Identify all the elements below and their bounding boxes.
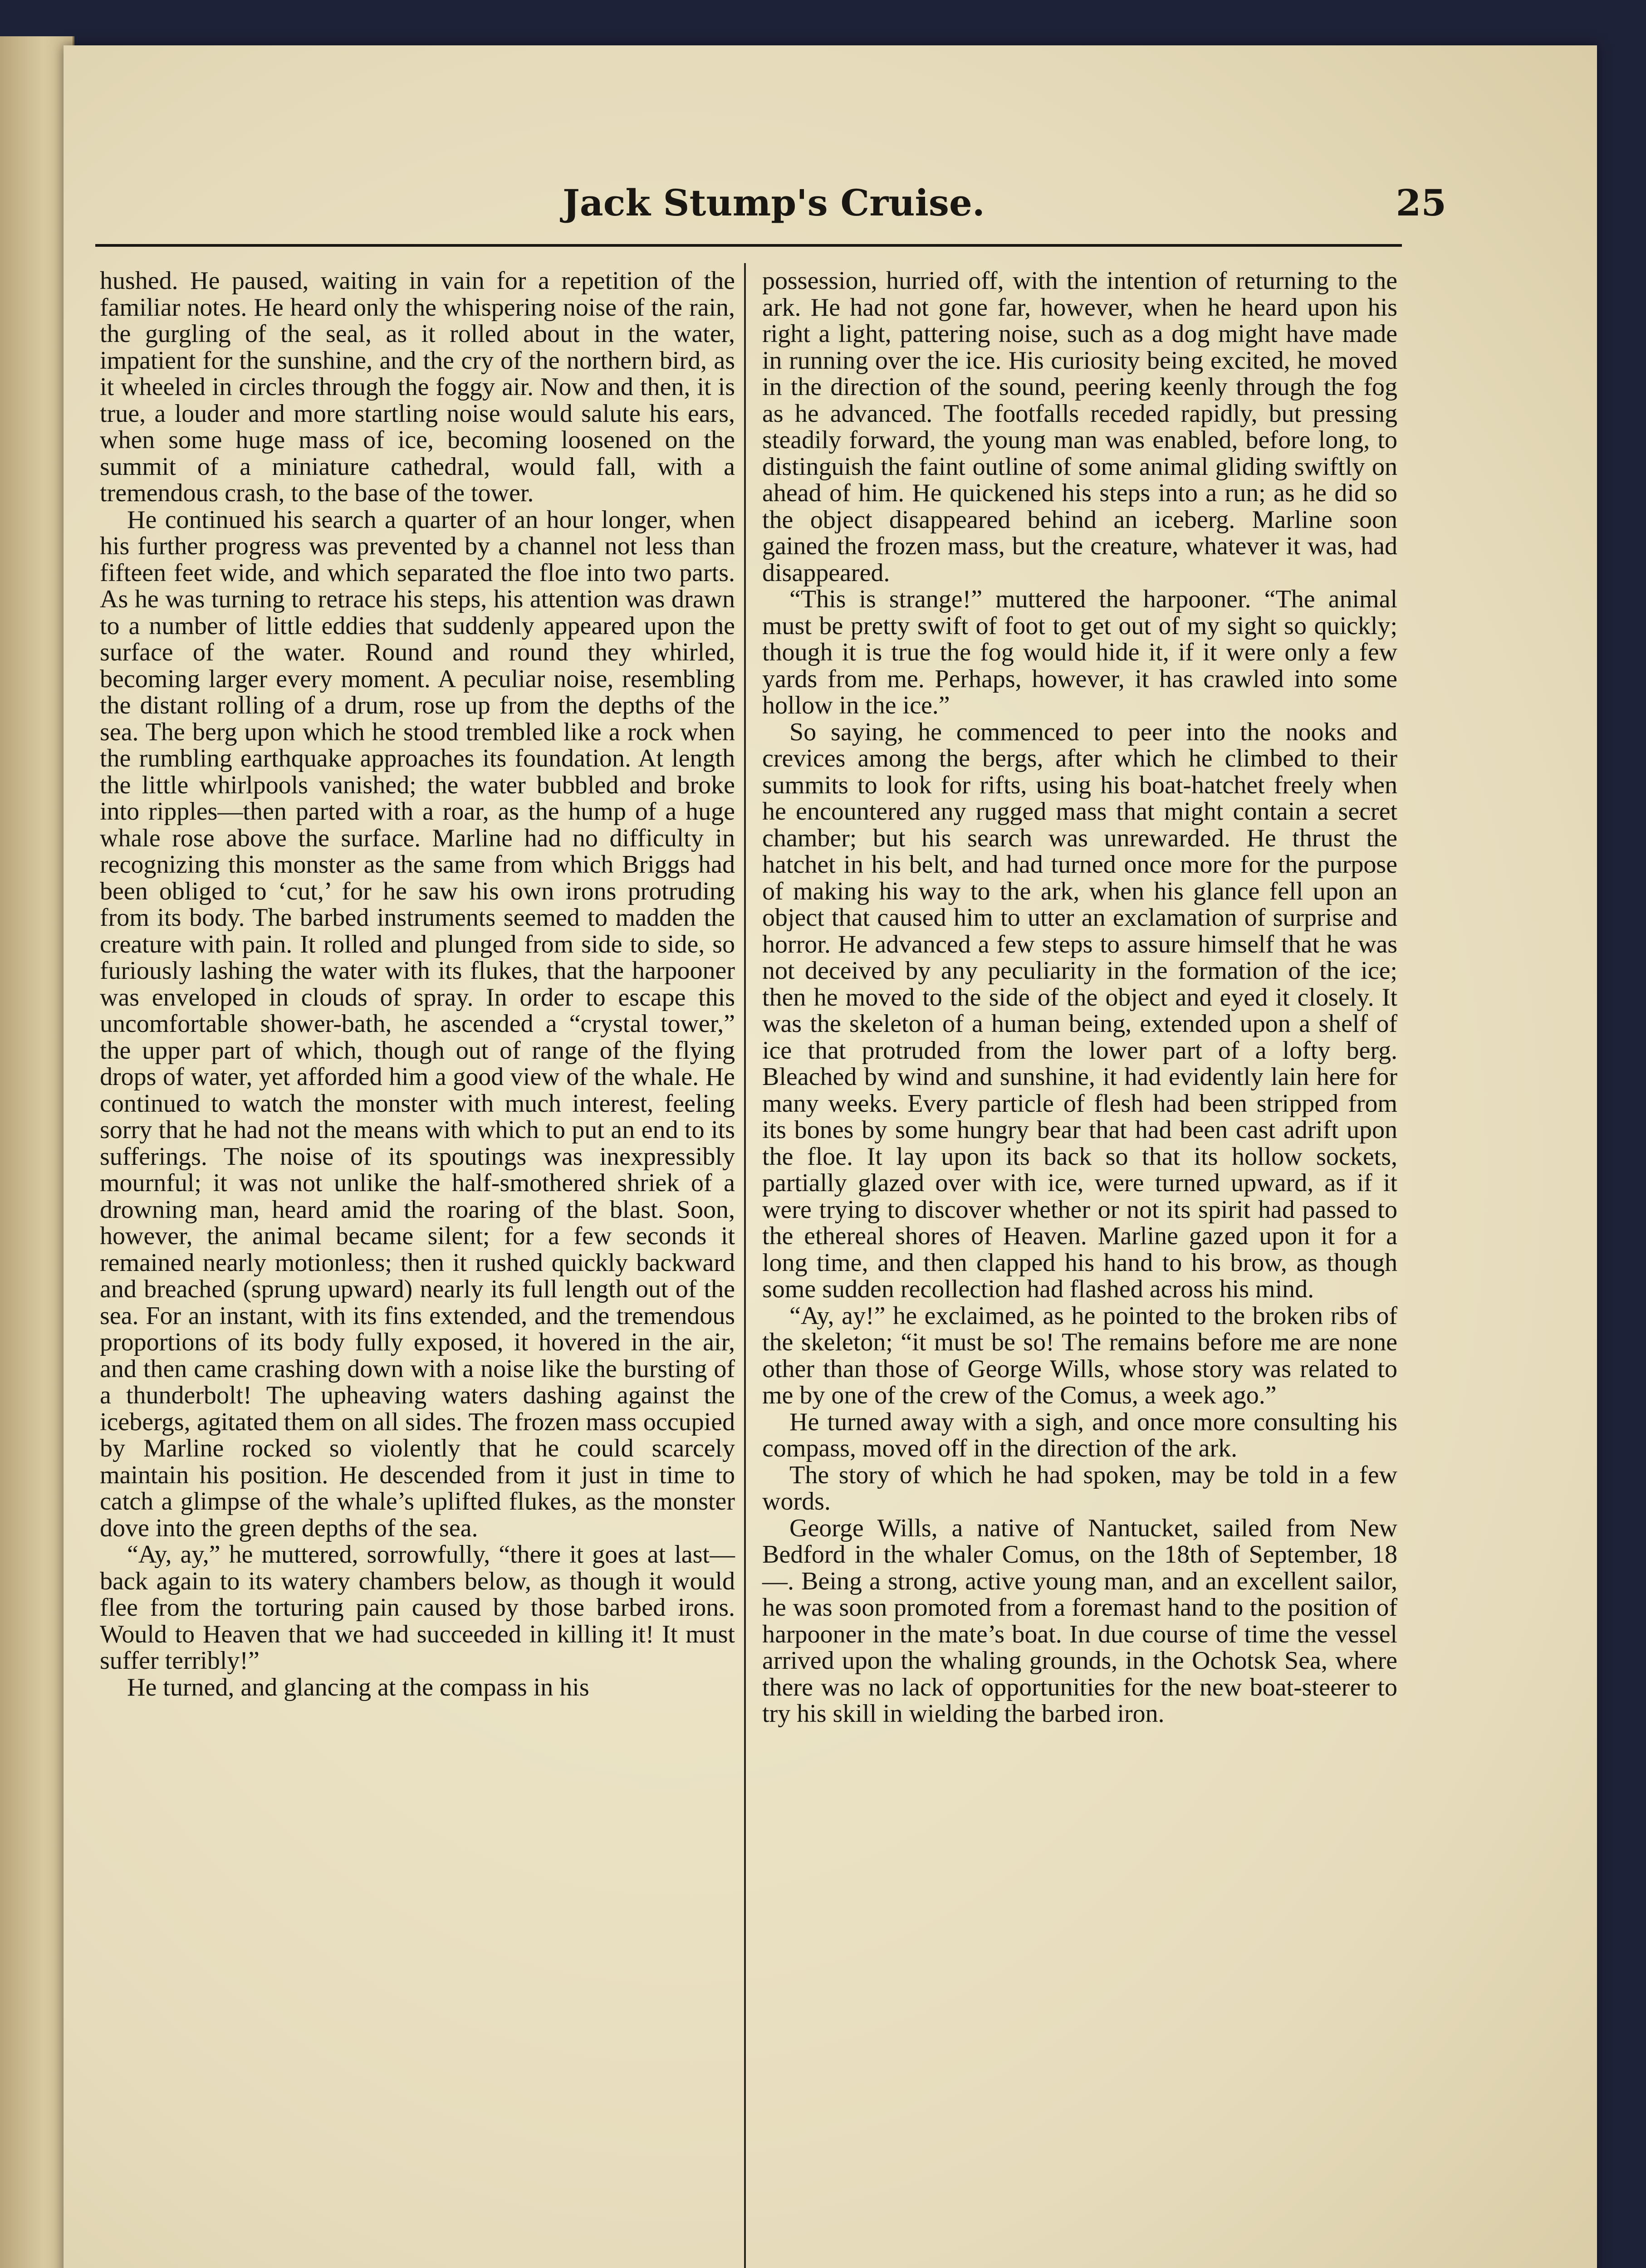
paragraph: possession, hurried off, with the intention of returning to the ark. He had not gone far, however, when he heard upon his right a light, pattering noise, such as a dog might have made in running over the ice. His curiosity being excited, he moved in the direction of the sound, peering keenly through the fog as he advanced. The footfalls receded rapidly, but pressing steadily forward, the young man was enabled, before long, to distinguish the faint outline of some animal gliding swiftly on ahead of him. He quickened his steps into a run; as he did so the object disappeared behind an iceberg. Marline soon gained the frozen mass, but the creature, whatever it was, had disappeared. — [762, 267, 1397, 587]
paragraph: George Wills, a native of Nantucket, sailed from New Bedford in the whaler Comus, on the 18th of September, 18—. Being a strong, active young man, and an excellent sailor, he was soon promoted from a foremast hand to the position of harpooner in the mate’s boat. In due course of time the vessel arrived upon the whaling grounds, in the Ochotsk Sea, where there was no lack of opportunities for the new boat-steerer to try his skill in wielding the barbed iron. — [762, 1514, 1397, 1728]
running-head: Jack Stump's Cruise. — [563, 181, 985, 224]
paragraph: “Ay, ay!” he exclaimed, as he pointed to the broken ribs of the skeleton; “it must be so! The remains before me are none other than those of George Wills, whose story was related to me by one of the crew of the Comus, a week ago.” — [762, 1301, 1397, 1409]
left-text-column — [100, 268, 735, 1701]
header-rule — [95, 244, 1402, 247]
paragraph: “This is strange!” muttered the harpooner. “The animal must be pretty swift of foot to get out of my sight so quickly; though it is true the fog would hide it, if it were only a few yards from me. Perhaps, however, it has crawled into some hollow in the ice.” — [762, 585, 1397, 719]
paragraph: “Ay, ay,” he muttered, sorrowfully, “there it goes at last—back again to its watery chambers below, as though it would flee from the torturing pain caused by those barbed irons. Would to Heaven that we had succeeded in killing it! It must suffer terribly!” — [100, 1540, 735, 1675]
page-number: 25 — [1396, 181, 1446, 224]
right-text-column — [762, 268, 1397, 1727]
column-divider — [744, 263, 746, 2268]
paragraph: He continued his search a quarter of an hour longer, when his further progress was prevented by a channel not less than fifteen feet wide, and which separated the floe into two parts. As he was turning to retrace his steps, his attention was drawn to a number of little eddies that suddenly appeared upon the surface of the water. Round and round they whirled, becoming larger every moment. A peculiar noise, resembling the distant rolling of a drum, rose up from the depths of the sea. The berg upon which he stood trembled like a rock when the rumbling earthquake approaches its foundation. At length the little whirlpools vanished; the water bubbled and broke into ripples—then parted with a roar, as the hump of a huge whale rose above the surface. Marline had no difficulty in recognizing this monster as the same from which Briggs had been obliged to ‘cut,’ for he saw his own irons protruding from its body. The barbed instruments seemed to madden the creature with pain. It rolled and plunged from side to side, so furiously lashing the water with its flukes, that the harpooner was enveloped in clouds of spray. In order to escape this uncomfortable shower-bath, he ascended a “crystal tower,” the upper part of which, though out of range of the flying drops of water, yet afforded him a good view of the whale. He continued to watch the monster with much interest, feeling sorry that he had not the means with which to put an end to its sufferings. The noise of its spoutings was inexpressibly mournful; it was not unlike the half-smothered shriek of a drowning man, heard amid the roaring of the blast. Soon, however, the animal became silent; for a few seconds it remained nearly motionless; then it rushed quickly backward and breached (sprung upward) nearly its full length out of the sea. For an instant, with its fins extended, and the tremendous proportions of its body fully exposed, it hovered in the air, and then came crashing down with a noise like the bursting of a thunderbolt! The upheaving waters dashing against the icebergs, agitated them on all sides. The frozen mass occupied by Marline rocked so violently that he could scarcely maintain his position. He descended from it just in time to catch a glimpse of the whale’s uplifted flukes, as the monster dove into the green depths of the sea. — [100, 505, 735, 1542]
paragraph: He turned, and glancing at the compass in his — [127, 1673, 589, 1701]
paragraph: He turned away with a sigh, and once more consulting his compass, moved off in the direction of the ark. — [762, 1408, 1397, 1462]
paragraph: So saying, he commenced to peer into the nooks and crevices among the bergs, after which he climbed to their summits to look for rifts, using his boat-hatchet freely when he encountered any rugged mass that might contain a secret chamber; but his search was unrewarded. He thrust the hatchet in his belt, and had turned once more for the purpose of making his way to the ark, when his glance fell upon an object that caused him to utter an exclamation of surprise and horror. He advanced a few steps to assure himself that he was not deceived by any peculiarity in the formation of the ice; then he moved to the side of the object and eyed it closely. It was the skeleton of a human being, extended upon a shelf of ice that protruded from the lower part of a lofty berg. Bleached by wind and sunshine, it had evidently lain here for many weeks. Every particle of flesh had been stripped from its bones by some hungry bear that had been cast adrift upon the floe. It lay upon its back so that its hollow sockets, partially glazed over with ice, were turned upward, as if it were trying to discover whether or not its spirit had passed to the ethereal shores of Heaven. Marline gazed upon it for a long time, and then clapped his hand to his brow, as though some sudden recollection had flashed across his mind. — [762, 718, 1397, 1303]
paragraph: The story of which he had spoken, may be told in a few words. — [762, 1461, 1397, 1515]
paragraph: hushed. He paused, waiting in vain for a repetition of the familiar notes. He heard only the whispering noise of the rain, the gurgling of the seal, as it rolled about in the water, impatient for the sunshine, and the cry of the northern bird, as it wheeled in circles through the foggy air. Now and then, it is true, a louder and more startling noise would salute his ears, when some huge mass of ice, becoming loosened on the summit of a miniature cathedral, would fall, with a tremendous crash, to the base of the tower. — [100, 267, 735, 507]
